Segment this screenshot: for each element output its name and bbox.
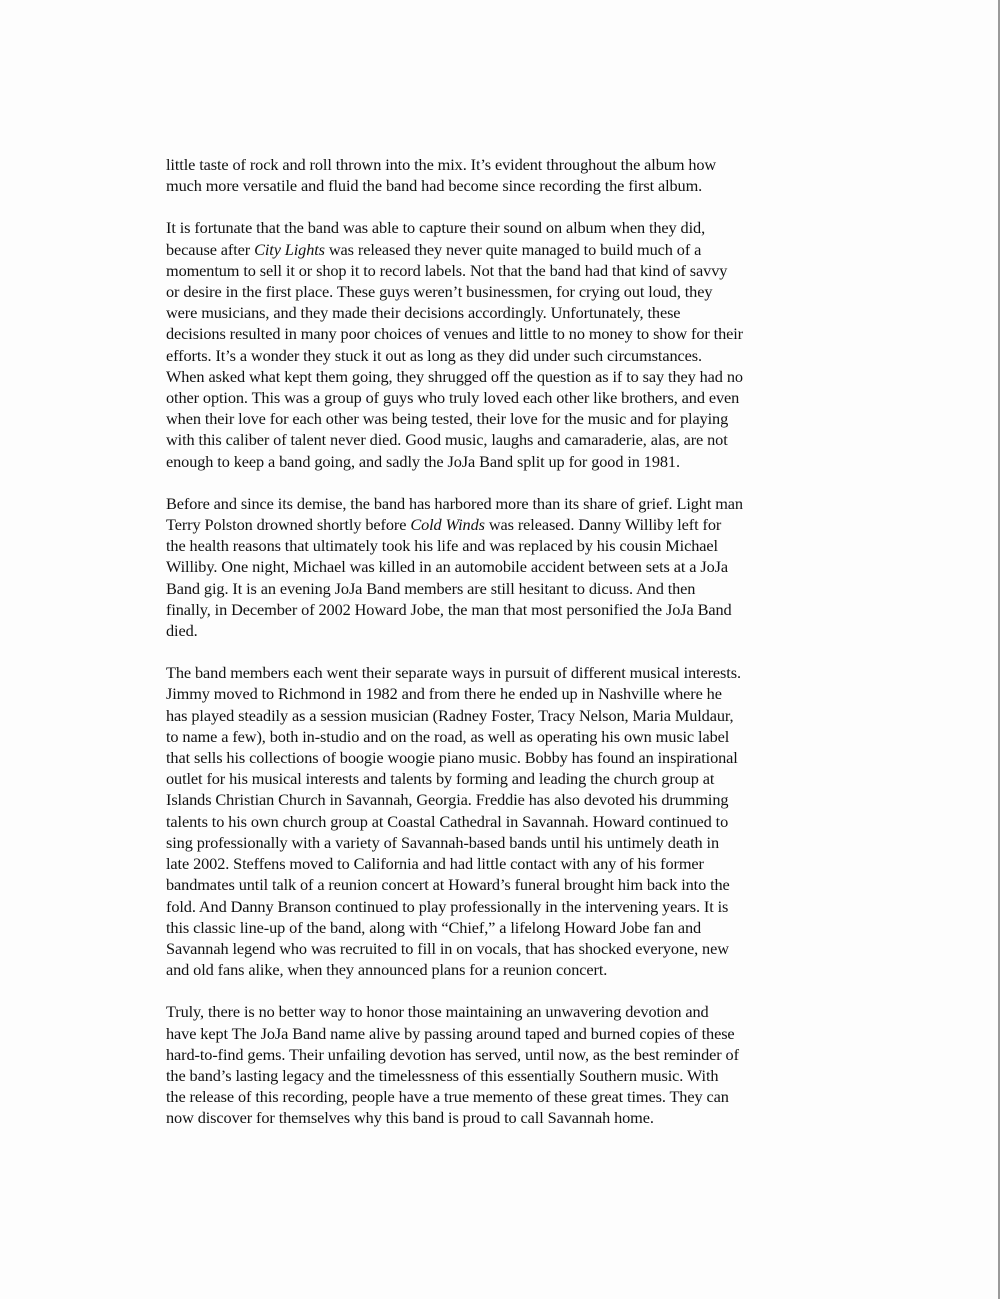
text-line: that sells his collections of boogie woogie piano music. Bobby has found an inspirational: [166, 748, 738, 768]
text-line: decisions resulted in many poor choices of venues and little to no money to show for their: [166, 324, 743, 344]
album-title-cold-winds: Cold Winds: [410, 515, 485, 535]
text-line: finally, in December of 2002 Howard Jobe, the man that most personified the JoJa Band: [166, 599, 732, 619]
text-line: enough to keep a band going, and sadly the JoJa Band split up for good in 1981.: [166, 451, 680, 471]
text-line: when their love for each other was being tested, their love for the music and for playing: [166, 409, 729, 429]
text-line: When asked what kept them going, they shrugged off the question as if to say they had no: [166, 366, 743, 386]
text-line: the release of this recording, people have a true memento of these great times. They can: [166, 1087, 729, 1107]
text-line: Before and since its demise, the band has harbored more than its share of grief. Light man: [166, 493, 743, 513]
text-line: or desire in the first place. These guys weren’t businessmen, for crying out loud, they: [166, 282, 713, 302]
text-line: The band members each went their separate ways in pursuit of different musical interests.: [166, 663, 741, 683]
text-line: little taste of rock and roll thrown into the mix. It’s evident throughout the album how: [166, 155, 717, 174]
text-line: It is fortunate that the band was able to capture their sound on album when they did,: [166, 218, 706, 238]
text-line: the band’s lasting legacy and the timelessness of this essentially Southern music. With: [166, 1065, 719, 1085]
text-line: Band gig. It is an evening JoJa Band members are still hesitant to dicuss. And then: [166, 578, 696, 598]
text-line: now discover for themselves why this band is proud to call Savannah home.: [166, 1108, 654, 1128]
text-line: late 2002. Steffens moved to California and had little contact with any of his former: [166, 854, 704, 874]
text-line: Williby. One night, Michael was killed in an automobile accident between sets at a JoJa: [166, 557, 728, 577]
body-text: [166, 154, 846, 1150]
paragraph-2: [166, 217, 846, 471]
text-line: other option. This was a group of guys who truly loved each other like brothers, and even: [166, 388, 740, 408]
text-line: bandmates until talk of a reunion concert at Howard’s funeral brought him back into the: [166, 875, 730, 895]
text-line: much more versatile and fluid the band had become since recording the first album.: [166, 176, 703, 196]
paragraph-5: [166, 1001, 846, 1128]
album-title-city-lights: City Lights: [254, 239, 325, 259]
text-line: hard-to-find gems. Their unfailing devotion has served, until now, as the best reminder of: [166, 1044, 739, 1064]
text-line: momentum to sell it or shop it to record labels. Not that the band had that kind of savvy: [166, 260, 728, 280]
text-line: the health reasons that ultimately took his life and was replaced by his cousin Michael: [166, 536, 718, 556]
text-line: talents to his own church group at Coastal Cathedral in Savannah. Howard continued to: [166, 811, 729, 831]
text-fragment: was released they never quite managed to build much of a: [324, 239, 702, 259]
text-line: [166, 239, 846, 260]
text-line: Savannah legend who was recruited to fill in on vocals, that has shocked everyone, new: [166, 938, 729, 958]
text-line: efforts. It’s a wonder they stuck it out as long as they did under such circumstances.: [166, 345, 702, 365]
text-line: Islands Christian Church in Savannah, Georgia. Freddie has also devoted his drumming: [166, 790, 729, 810]
text-fragment: Terry Polston drowned shortly before: [166, 515, 411, 535]
text-line: this classic line-up of the band, along with “Chief,” a lifelong Howard Jobe fan and: [166, 917, 702, 937]
paragraph-4: [166, 662, 846, 980]
paragraph-3: [166, 493, 846, 641]
text-fragment: because after: [166, 239, 255, 259]
text-line: fold. And Danny Branson continued to play professionally in the intervening years. It is: [166, 896, 729, 916]
text-line: to name a few), both in-studio and on the road, as well as operating his own music label: [166, 726, 730, 746]
paragraph-1: [166, 154, 846, 196]
text-line: has played steadily as a session musician (Radney Foster, Tracy Nelson, Maria Muldaur,: [166, 705, 734, 725]
text-line: Truly, there is no better way to honor those maintaining an unwavering devotion and: [166, 1002, 709, 1022]
text-line: sing professionally with a variety of Savannah-based bands until his untimely death in: [166, 832, 719, 852]
text-line: and old fans alike, when they announced plans for a reunion concert.: [166, 960, 608, 980]
text-line: [166, 514, 846, 535]
text-line: with this caliber of talent never died. Good music, laughs and camaraderie, alas, are not: [166, 430, 728, 450]
text-line: died.: [166, 621, 198, 641]
text-line: Jimmy moved to Richmond in 1982 and from there he ended up in Nashville where he: [166, 684, 722, 704]
text-line: outlet for his musical interests and talents by forming and leading the church group at: [166, 769, 715, 789]
text-line: have kept The JoJa Band name alive by passing around taped and burned copies of these: [166, 1023, 735, 1043]
text-line: were musicians, and they made their decisions accordingly. Unfortunately, these: [166, 303, 681, 323]
text-fragment: was released. Danny Williby left for: [484, 515, 722, 535]
